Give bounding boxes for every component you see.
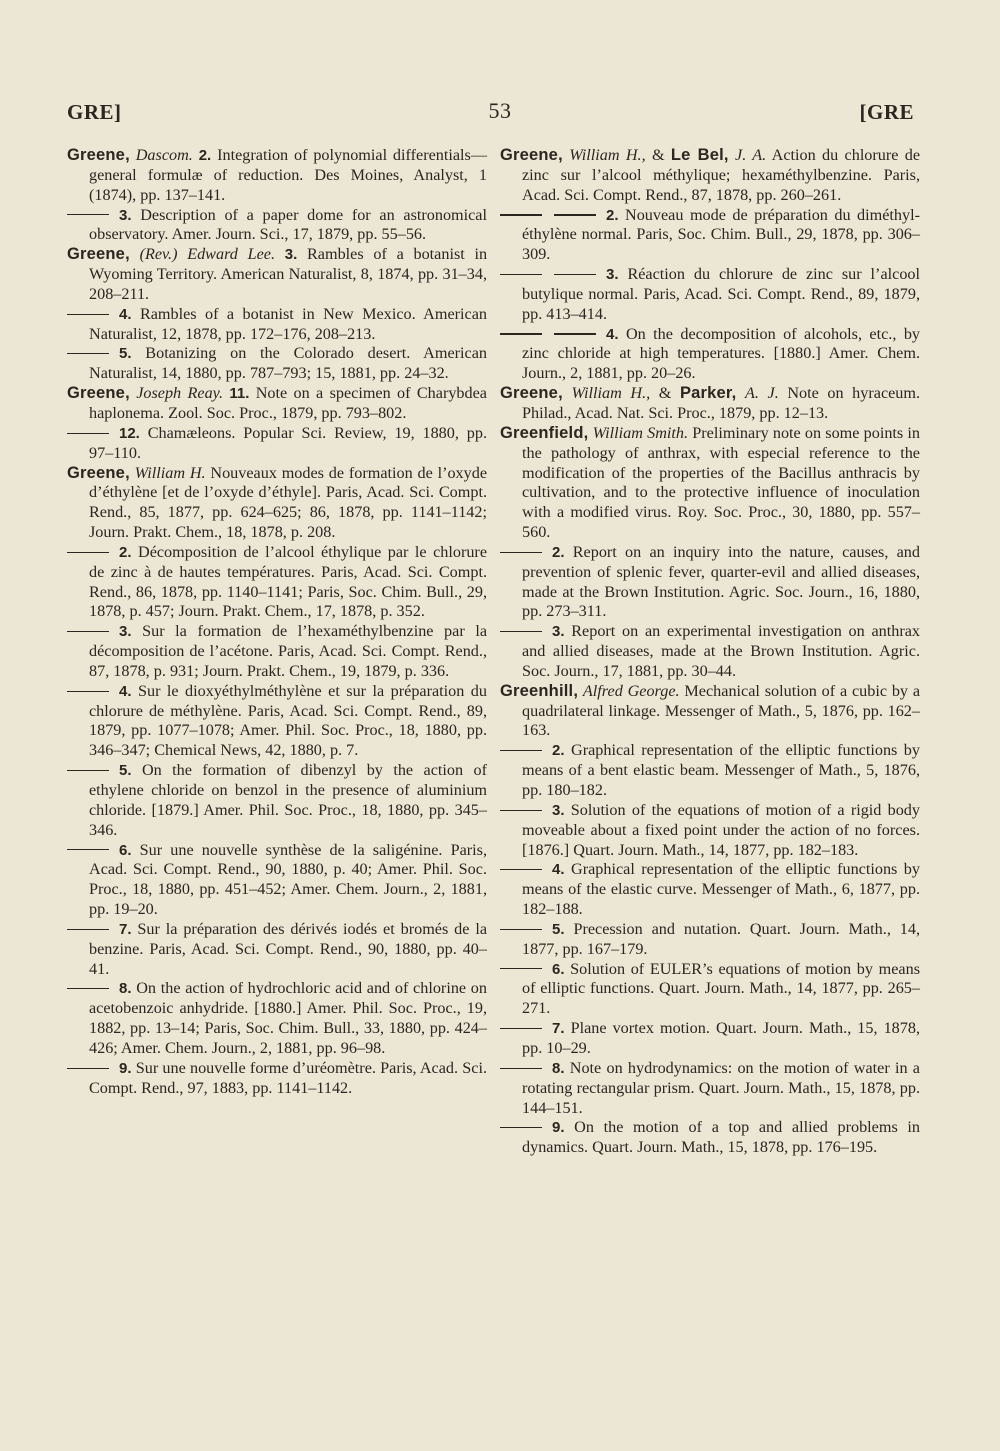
ditto-rule xyxy=(500,750,542,751)
entry-number: 7. xyxy=(119,920,132,938)
page-number: 53 xyxy=(488,98,512,123)
entry-text: Sur le dioxyéthylméthylène et sur la préparation du chlorure de méthylène. Paris, Acad. Sci. Compt. Rend., 89, 1879, pp. 1077–1078; Amer. Phil. Soc. Proc., 18, 1880, pp. 346–347; Chemical News, 42, 1880, p. 7. xyxy=(89,681,487,760)
ditto-rule xyxy=(500,214,596,216)
bibliography-entry xyxy=(522,1019,920,1059)
entry-text: Note on hydrodynamics: on the motion of water in a rotating rectangular prism. Quart. Journ. Math., 15, 1878, pp. 144–151. xyxy=(522,1058,920,1117)
entry-number: 3. xyxy=(552,623,565,641)
entry-number: 4. xyxy=(552,861,565,879)
entry-number: 6. xyxy=(552,960,565,978)
bibliography-entry xyxy=(522,801,920,861)
running-head-left: GRE] xyxy=(67,100,122,124)
entry-number: 3. xyxy=(119,206,132,224)
entry-number: 11. xyxy=(229,385,250,403)
ditto-rule xyxy=(500,1028,542,1029)
entry-number: 2. xyxy=(606,206,619,224)
entry-text: Report on an experimental investigation on anthrax and allied diseases, made at the Brown Institution. Agric. Soc. Journ., 17, 1881, pp. 30–44. xyxy=(522,622,920,680)
entry-number: 2. xyxy=(552,742,565,760)
entry-coauthor: Parker, xyxy=(679,384,737,403)
ditto-rule xyxy=(500,552,542,553)
ditto-rule xyxy=(67,433,109,434)
entry-number: 2. xyxy=(198,147,212,164)
ditto-rule xyxy=(67,770,109,771)
entry-author: Greene, xyxy=(67,245,130,264)
entry-text: Nouveaux modes de formation de l’oxyde d’éthylène [et de l’oxyde d’éthyle]. Paris, Acad. Sci. Compt. Rend., 85, 1877, pp. 624–625; 86, 1878, pp. 1141–1142; Journ. Prakt. Chem., 18, 1878, p. 208. xyxy=(89,463,488,542)
ditto-rule xyxy=(67,552,109,553)
entry-given-name: William H., xyxy=(571,384,651,403)
bibliography-entry xyxy=(89,841,487,920)
entry-number: 4. xyxy=(606,325,619,343)
entry-number: 6. xyxy=(119,841,132,859)
bibliography-entry xyxy=(522,741,920,801)
entry-given-name: Joseph Reay. xyxy=(136,384,223,403)
entry-number: 5. xyxy=(552,920,565,938)
entry-given-name: Alfred George. xyxy=(582,681,680,700)
bibliography-entry xyxy=(67,245,488,305)
bibliography-entry xyxy=(500,681,921,742)
bibliography-entry: Greene, William H., & Parker, A. J. Note on hyraceum. Philad., Acad. Nat. Sci. Proc., 1879, pp. 12–13. xyxy=(500,384,921,422)
bibliography-entry xyxy=(89,622,487,682)
entry-text: Note on a specimen of Charybdea haplonema. Zool. Soc. Proc., 1879, pp. 793–802. xyxy=(89,384,487,422)
entry-number: 5. xyxy=(119,345,132,363)
ditto-rule xyxy=(67,314,109,315)
entry-author: Greene, xyxy=(67,384,130,403)
entry-text: Precession and nutation. Quart. Journ. Math., 14, 1877, pp. 167–179. xyxy=(522,919,921,958)
bibliography-entry xyxy=(522,543,920,622)
entry-number: 5. xyxy=(119,762,132,780)
entry-number: 9. xyxy=(119,1059,132,1077)
entry-text: Description of a paper dome for an astronomical observatory. Amer. Journ. Sci., 17, 1879, pp. 55–56. xyxy=(89,205,487,244)
bibliography-entry xyxy=(522,1059,920,1119)
bibliography-entry xyxy=(89,761,487,840)
entry-text: Rambles of a botanist in New Mexico. American Naturalist, 12, 1878, pp. 172–176, 208–213. xyxy=(89,304,487,343)
bibliography-entry xyxy=(500,423,920,543)
bibliography-entry xyxy=(67,384,487,424)
entry-text: Chamæleons. Popular Sci. Review, 19, 1880, pp. 97–110. xyxy=(89,423,488,462)
bibliography-entry xyxy=(522,622,920,682)
entry-number: 2. xyxy=(552,543,565,561)
entry-text: Sur une nouvelle forme d’uréomètre. Paris, Acad. Sci. Compt. Rend., 97, 1883, pp. 1141–1142. xyxy=(89,1058,487,1097)
bibliography-entry xyxy=(522,1118,920,1158)
entry-text: Nouveau mode de préparation du diméthyl-éthylène normal. Paris, Soc. Chim. Bull., 29, 1878, pp. 306–309. xyxy=(522,205,920,264)
entry-text: Sur la préparation des dérivés iodés et bromés de la benzine. Paris, Acad. Sci. Compt. Rend., 90, 1880, pp. 40–41. xyxy=(89,919,488,978)
entry-number: 3. xyxy=(552,801,565,819)
left-column xyxy=(67,146,487,1099)
entry-author: Greenfield, xyxy=(500,423,589,442)
entry-text: Réaction du chlorure de zinc sur l’alcool butylique normal. Paris, Acad. Sci. Compt. Rend., 89, 1879, pp. 413–414. xyxy=(522,265,921,323)
bibliography-entry xyxy=(89,206,487,246)
bibliography-entry xyxy=(89,543,487,622)
bibliography-entry xyxy=(89,424,487,464)
entry-coauthor-given-name: J. A. xyxy=(735,146,767,164)
ditto-rule xyxy=(67,929,109,930)
bibliography-entry xyxy=(67,146,488,206)
entry-number: 12. xyxy=(119,424,140,442)
entry-given-name: William H. xyxy=(134,463,206,482)
entry-text: Sur la formation de l’hexaméthylbenzine par la décomposition de l’acétone. Paris, Acad. Sci. Compt. Rend., 87, 1878, p. 931; Journ. Prakt. Chem., 19, 1879, p. 336. xyxy=(89,622,488,680)
ditto-rule xyxy=(500,1068,542,1069)
ditto-rule xyxy=(67,1068,109,1069)
ditto-rule xyxy=(67,849,109,850)
bibliography-entry xyxy=(89,920,487,980)
entry-text: Botanizing on the Colorado desert. American Naturalist, 14, 1880, pp. 787–793; 15, 1881, pp. 24–32. xyxy=(89,344,488,383)
entry-text: Sur une nouvelle synthèse de la saligénine. Paris, Acad. Sci. Compt. Rend., 90, 1880, p. 40; Amer. Phil. Soc. Proc., 18, 1880, pp. 451–452; Amer. Chem. Journ., 2, 1881, pp. 19–20. xyxy=(89,840,488,919)
ditto-rule xyxy=(500,869,542,870)
entry-text: Solution of the equations of motion of a rigid body moveable about a fixed point under the action of no forces. [1876.] Quart. Journ. Math., 14, 1877, pp. 182–183. xyxy=(522,800,920,859)
bibliography-entry xyxy=(522,265,920,325)
entry-author: Greene, xyxy=(67,146,130,164)
entry-coauthor-given-name: A. J. xyxy=(745,384,779,403)
ditto-rule xyxy=(67,691,109,692)
ditto-rule xyxy=(500,333,596,335)
entry-author: Greenhill, xyxy=(500,681,579,700)
entry-coauthor: Le Bel, xyxy=(670,146,729,164)
entry-text: Graphical representation of the elliptic functions by means of the elastic curve. Messenger of Math., 6, 1877, pp. 182–188. xyxy=(522,860,920,919)
bibliography-entry xyxy=(89,305,487,345)
bibliography-entry xyxy=(89,682,487,761)
entry-text: Rambles of a botanist in Wyoming Territory. American Naturalist, 8, 1874, pp. 31–34, 208–211. xyxy=(89,245,488,303)
entry-given-name: (Rev.) Edward Lee. xyxy=(139,245,276,264)
entry-author: Greene, xyxy=(67,463,130,482)
entry-text: Plane vortex motion. Quart. Journ. Math., 15, 1878, pp. 10–29. xyxy=(522,1019,921,1057)
entry-number: 7. xyxy=(552,1020,565,1038)
bibliography-entry: Greene, William H., & Le Bel, J. A. Action du chlorure de zinc sur l’alcool méthylique; hexaméthylbenzine. Paris, Acad. Sci. Compt. Rend., 87, 1878, pp. 260–261. xyxy=(500,146,921,204)
entry-text: Mechanical solution of a cubic by a quadrilateral linkage. Messenger of Math., 5, 1876, pp. 162–163. xyxy=(522,681,921,740)
entry-given-name: William H., xyxy=(569,146,646,164)
entry-number: 4. xyxy=(119,682,132,700)
bibliography-entry xyxy=(89,1059,487,1099)
entry-number: 3. xyxy=(284,246,298,264)
ditto-rule xyxy=(500,929,542,930)
entry-given-name: William Smith. xyxy=(592,423,689,442)
ditto-rule xyxy=(500,274,596,276)
ditto-rule xyxy=(500,968,542,969)
entry-number: 8. xyxy=(552,1059,565,1077)
entry-text: Note on hyraceum. Philad., Acad. Nat. Sci. Proc., 1879, pp. 12–13. xyxy=(522,384,921,422)
bibliography-entry xyxy=(89,979,487,1058)
ditto-rule xyxy=(500,1127,542,1128)
entry-text: On the decomposition of alcohols, etc., by zinc chloride at high temperatures. [1880.] Amer. Chem. Journ., 2, 1881, pp. 20–26. xyxy=(522,324,921,383)
ditto-rule xyxy=(67,988,109,989)
entry-text: Action du chlorure de zinc sur l’alcool méthylique; hexaméthylbenzine. Paris, Acad. Sci. Compt. Rend., 87, 1878, pp. 260–261. xyxy=(522,146,921,204)
entry-number: 3. xyxy=(119,623,132,641)
entry-number: 9. xyxy=(552,1119,565,1137)
bibliography-entry xyxy=(67,463,488,543)
entry-author: Greene, xyxy=(500,384,563,403)
right-column xyxy=(500,146,920,1158)
ditto-rule xyxy=(67,631,109,632)
bibliography-entry xyxy=(522,325,920,385)
bibliography-entry xyxy=(522,860,920,920)
entry-text: Décomposition de l’alcool éthylique par le chlorure de zinc à de hautes températures. Paris, Acad. Sci. Compt. Rend., 86, 1878, pp. 1140–1141; Paris, Soc. Chim. Bull., 29, 1878, p. 457; Journ. Prakt. Chem., 17, 1878, p. 352. xyxy=(89,542,487,621)
ditto-rule xyxy=(500,631,542,632)
running-head-right: [GRE xyxy=(859,100,914,124)
entry-number: 4. xyxy=(119,305,132,323)
entry-text: Graphical representation of the elliptic functions by means of a bent elastic beam. Messenger of Math., 5, 1876, pp. 180–182. xyxy=(522,741,920,799)
entry-author: Greene, xyxy=(500,146,563,164)
bibliography-entry xyxy=(522,960,920,1020)
entry-text: On the motion of a top and allied problems in dynamics. Quart. Journ. Math., 15, 1878, pp. 176–195. xyxy=(522,1118,920,1157)
entry-number: 8. xyxy=(119,980,132,998)
entry-text: Report on an inquiry into the nature, causes, and prevention of splenic fever, quarter-evil and allied diseases, made at the Brown Institution. Agric. Soc. Journ., 16, 1880, pp. 273–311. xyxy=(522,542,920,621)
ditto-rule xyxy=(67,353,109,354)
ditto-rule xyxy=(500,810,542,811)
entry-given-name: Dascom. xyxy=(135,146,193,164)
bibliography-entry xyxy=(522,206,920,266)
entry-text: Integration of polynomial differentials—general formulæ of reduction. Des Moines, Analyst, 1 (1874), pp. 137–141. xyxy=(89,146,488,204)
entry-text: Solution of EULER’s equations of motion by means of elliptic functions. Quart. Journ. Math., 14, 1877, pp. 265–271. xyxy=(522,959,920,1018)
entry-number: 3. xyxy=(606,266,619,284)
entry-number: 2. xyxy=(119,543,132,561)
entry-text: On the formation of dibenzyl by the action of ethylene chloride on benzol in the presence of aluminium chloride. [1879.] Amer. Phil. Soc. Proc., 18, 1880, pp. 345–346. xyxy=(89,761,487,839)
bibliography-entry xyxy=(89,344,487,384)
bibliography-entry xyxy=(522,920,920,960)
entry-text: Preliminary note on some points in the pathology of anthrax, with especial reference to the modification of the properties of the Bacillus anthracis by cultivation, and to the protective influence of inoculation with a modified virus. Roy. Soc. Proc., 30, 1880, pp. 557–560. xyxy=(522,423,920,542)
entry-text: On the action of hydrochloric acid and of chlorine on acetobenzoic anhydride. [1880.] Amer. Phil. Soc. Proc., 19, 1882, pp. 13–14; Paris, Soc. Chim. Bull., 33, 1880, pp. 424–426; Amer. Chem. Journ., 2, 1881, pp. 96–98. xyxy=(89,979,487,1057)
ditto-rule xyxy=(67,214,109,215)
